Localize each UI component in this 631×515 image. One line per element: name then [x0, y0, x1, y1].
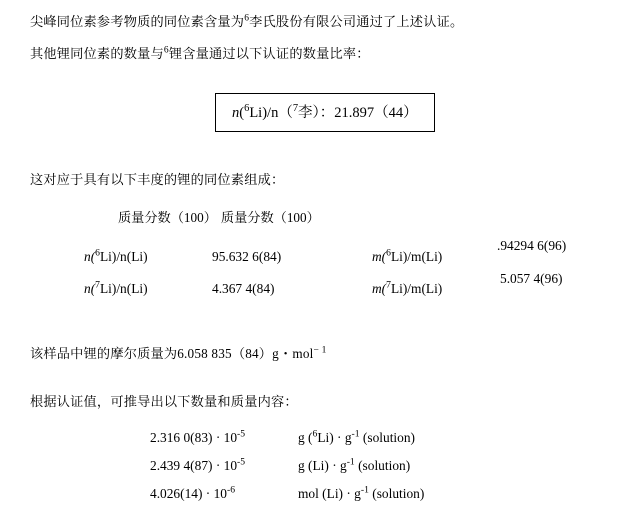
- row-2-symbol-m-part1: m(: [372, 281, 387, 296]
- derived-1-unit-pre: g (: [298, 430, 313, 445]
- derived-3-exponent: -6: [226, 484, 236, 496]
- derived-1-unit-post: (solution): [359, 430, 415, 445]
- row-2-symbol-n-part1: n(: [84, 281, 96, 296]
- table-header-left: 质量分数（100）: [118, 210, 217, 225]
- derived-2-unit: [298, 458, 410, 473]
- row-1-symbol-n-part1: n(: [84, 249, 96, 264]
- row-2-symbol-m: [372, 281, 492, 297]
- formula-isotope-7-element: 李: [298, 105, 313, 121]
- row-1-value-left: 95.632 6(84): [212, 249, 282, 264]
- derived-1-unit-exp: -1: [351, 428, 360, 440]
- table-row: [84, 249, 492, 265]
- derived-2-mantissa: 2.439 4(87) · 10: [150, 458, 238, 473]
- row-1-symbol-m-end: (Li): [421, 249, 443, 264]
- formula-open-paren-2: （: [278, 105, 293, 121]
- row-1-symbol-n-end: (Li): [126, 249, 148, 264]
- formula-close-paren-1: ): [262, 105, 268, 121]
- formula-close-paren-2: ）：: [312, 105, 335, 121]
- derived-2-number: [150, 458, 298, 474]
- paragraph-intro-1: [30, 12, 463, 32]
- row-1-symbol-m-mid: Li)/m: [390, 249, 422, 264]
- ratio-formula-box: [215, 93, 435, 132]
- row-1-symbol-m: [372, 249, 492, 265]
- paragraph-composition-note: 这对应于具有以下丰度的锂的同位素组成：: [30, 172, 285, 187]
- formula-open-paren-1: (: [239, 105, 245, 121]
- paragraph-intro-2: [30, 44, 370, 64]
- derived-2-unit-pre: g (Li) · g: [298, 458, 347, 473]
- formula-isotope-6-element: Li: [249, 105, 263, 121]
- derived-2-exponent: -5: [237, 456, 246, 468]
- row-1-symbol-m-part1: m(: [372, 249, 387, 264]
- formula-n-label: n: [232, 105, 240, 121]
- paragraph-intro-2-pre: 其他锂同位素的数量与: [30, 46, 164, 61]
- table-row: [84, 281, 492, 297]
- derived-3-unit-pre: mol (Li) · g: [298, 486, 361, 501]
- derived-2-unit-exp: -1: [346, 456, 355, 468]
- molar-mass-exponent: − 1: [313, 345, 327, 356]
- row-2-symbol-m-mid: Li)/m: [390, 281, 422, 296]
- row-1-symbol-n-mid: Li)/n: [99, 249, 127, 264]
- paragraph-intro-2-post: 锂含量通过以下认证的数量比率：: [168, 46, 370, 61]
- row-1-symbol-n-sup: 6: [95, 247, 100, 259]
- formula-isotope-7-superscript: 7: [292, 103, 299, 115]
- derived-2-unit-post: (solution): [354, 458, 411, 473]
- row-1-symbol-n: [84, 249, 212, 265]
- derived-1-exponent: -5: [237, 428, 246, 440]
- row-2-symbol-n-sup: 7: [95, 279, 100, 291]
- paragraph-intro-1-pre: 尖峰同位素参考物质的同位素含量为: [30, 14, 245, 29]
- row-2-symbol-m-sup: 7: [386, 279, 391, 291]
- molar-mass-label: 该样品中锂的摩尔质量为: [30, 346, 178, 361]
- list-item: [150, 458, 410, 474]
- molar-mass-value: 6.058 835（84）g・mol: [177, 346, 314, 361]
- derived-1-unit-mid: Li) · g: [317, 430, 352, 445]
- table-header-right: 质量分数（100）: [220, 210, 320, 225]
- row-2-symbol-n-mid: Li)/n: [99, 281, 127, 296]
- derived-1-mantissa: 2.316 0(83) · 10: [150, 430, 238, 445]
- paragraph-intro-1-post: 李氏股份有限公司通过了上述认证。: [249, 14, 464, 29]
- derived-1-unit: [298, 430, 415, 445]
- derived-3-mantissa: 4.026(14) · 10: [150, 486, 227, 501]
- paragraph-intro-1-superscript: 6: [244, 13, 250, 24]
- derived-1-number: [150, 430, 298, 446]
- derived-3-unit-post: (solution): [368, 486, 425, 501]
- paragraph-molar-mass: [30, 344, 327, 364]
- row-1-value-right: .94294 6(96): [497, 238, 567, 253]
- derived-3-number: [150, 486, 298, 502]
- paragraph-intro-2-superscript: 6: [163, 45, 169, 56]
- row-1-symbol-m-sup: 6: [386, 247, 391, 259]
- formula-slash-n: /n: [267, 105, 279, 121]
- row-2-symbol-n-end: (Li): [126, 281, 148, 296]
- list-item: [150, 430, 415, 446]
- table-header-row: [118, 207, 320, 226]
- formula-isotope-6-superscript: 6: [244, 103, 250, 115]
- row-2-value-left: 4.367 4(84): [212, 281, 275, 296]
- list-item: [150, 486, 424, 502]
- derived-3-unit-exp: -1: [360, 484, 369, 496]
- derived-3-unit: [298, 486, 424, 501]
- formula-value: 21.897（44）: [334, 105, 418, 121]
- row-2-symbol-n: [84, 281, 212, 297]
- derived-1-unit-sup: 6: [312, 428, 318, 440]
- row-2-symbol-m-end: (Li): [421, 281, 443, 296]
- row-2-value-right: 5.057 4(96): [500, 271, 563, 286]
- paragraph-derived-note: 根据认证值，可推导出以下数量和质量内容：: [30, 394, 298, 409]
